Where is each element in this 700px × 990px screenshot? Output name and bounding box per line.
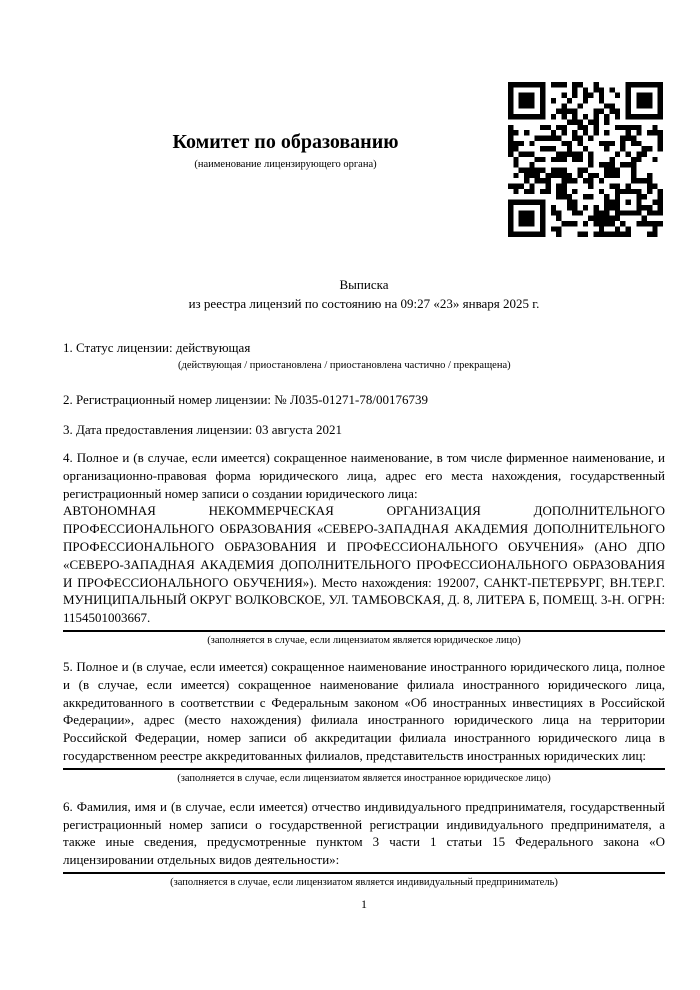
field-registration-number: 2. Регистрационный номер лицензии: № Л035-01271-78/00176739 (63, 392, 429, 407)
issuing-authority-block (63, 82, 508, 171)
extract-subtitle: из реестра лицензий по состоянию на 09:27 «23» января 2025 г. (188, 296, 540, 311)
extract-heading (63, 275, 665, 313)
field-foreign-entity (63, 658, 665, 786)
field-legal-entity (63, 449, 665, 648)
field-individual-entrepreneur-note: (заполняется в случае, если лицензиатом является индивидуальный предприниматель) (170, 876, 558, 888)
field-legal-entity-note: (заполняется в случае, если лицензиатом является юридическое лицо) (207, 634, 521, 646)
field-legal-entity-description: 4. Полное и (в случае, если имеется) сокращенное наименование, в том числе фирменное наименование, и организационно-правовая форма юридического лица, адрес его места нахождения, государственный регистрационный номер записи о создании юридического лица: (63, 450, 665, 501)
page-number: 1 (361, 896, 367, 911)
field-foreign-entity-description: 5. Полное и (в случае, если имеется) сокращенное наименование иностранного юридического лица, полное и (в случае, если имеется) сокращенное наименование филиала иностранного юридического лица, аккредитованного в соответствии с Федеральным законом «Об иностранных инвестициях в Российской Федерации», адрес (место нахождения) филиала иностранного юридического лица на территории Российской Федерации, номер записи об аккредитации филиала иностранного юридического лица в государственном реестре аккредитованных филиалов, представительств иностранных юридических лиц: (63, 658, 665, 763)
issuing-authority-caption: (наименование лицензирующего органа) (194, 159, 377, 170)
extract-title: Выписка (339, 277, 389, 292)
issuing-authority-name: Комитет по образованию (172, 131, 399, 153)
field-license-status-value: 1. Статус лицензии: действующая (63, 340, 251, 355)
field-individual-entrepreneur-description: 6. Фамилия, имя и (в случае, если имеется) отчество индивидуального предпринимателя, государственный регистрационный номер записи о государственной регистрации индивидуального предпринимателя, а также иные сведения, предусмотренные пунктом 3 части 1 статьи 15 Федерального закона «О лицензировании отдельных видов деятельности»: (63, 798, 665, 868)
field-grant-date: 3. Дата предоставления лицензии: 03 августа 2021 (63, 422, 343, 437)
separator-line-legal-entity (63, 630, 665, 632)
separator-line-individual (63, 872, 665, 874)
field-legal-entity-value: АВТОНОМНАЯ НЕКОММЕРЧЕСКАЯ ОРГАНИЗАЦИЯ ДОПОЛНИТЕЛЬНОГО ПРОФЕССИОНАЛЬНОГО ОБРАЗОВАНИЯ «СЕВЕРО-ЗАПАДНАЯ АКАДЕМИЯ ДОПОЛНИТЕЛЬНОГО ПРОФЕССИОНАЛЬНОГО ОБРАЗОВАНИЯ И ПРОФЕССИОНАЛЬНОГО ОБУЧЕНИЯ» (АНО ДПО «СЕВЕРО-ЗАПАДНАЯ АКАДЕМИЯ ДОПОЛНИТЕЛЬНОГО ПРОФЕССИОНАЛЬНОГО ОБРАЗОВАНИЯ И ПРОФЕССИОНАЛЬНОГО ОБУЧЕНИЯ»). Место нахождения: 192007, САНКТ-ПЕТЕРБУРГ, ВН.ТЕР.Г. МУНИЦИПАЛЬНЫЙ ОКРУГ ВОЛКОВСКОЕ, УЛ. ТАМБОВСКАЯ, Д. 8, ЛИТЕРА Б, ПОМЕЩ. 3-Н. ОГРН: 1154501003667. (63, 503, 665, 626)
field-license-status-note: (действующая / приостановлена / приостановлена частично / прекращена) (178, 360, 511, 371)
field-foreign-entity-note: (заполняется в случае, если лицензиатом является иностранное юридическое лицо) (177, 772, 551, 784)
field-individual-entrepreneur (63, 798, 665, 890)
separator-line-foreign-entity (63, 768, 665, 770)
field-license-status (63, 339, 665, 373)
document-header (63, 0, 665, 239)
qr-code-icon (508, 82, 665, 239)
